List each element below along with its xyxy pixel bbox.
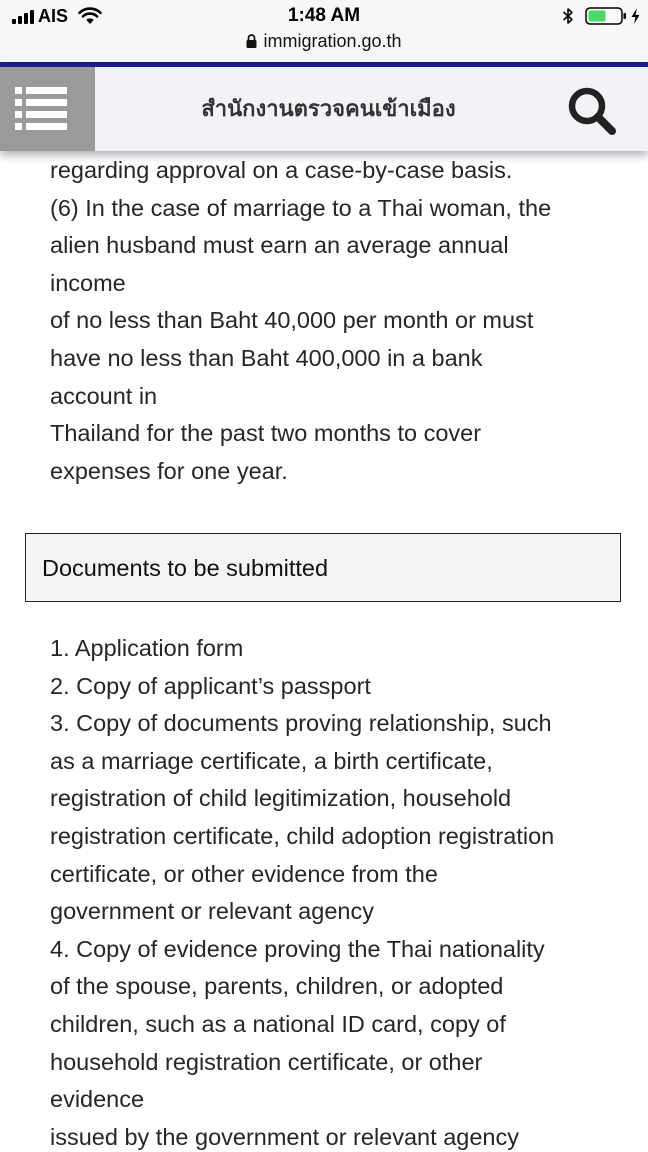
text-line: of no less than Baht 40,000 per month or must: [50, 307, 534, 334]
text-line: expenses for one year.: [50, 457, 288, 484]
hamburger-menu-icon: [15, 87, 67, 131]
list-line: certificate, or other evidence from the: [50, 860, 438, 887]
documents-section-header: [25, 533, 621, 602]
url-bar[interactable]: [0, 31, 648, 52]
menu-button[interactable]: [0, 67, 95, 151]
clock: 1:48 AM: [287, 5, 361, 26]
list-line: 4. Copy of evidence proving the Thai nationality: [50, 935, 545, 962]
text-line: regarding approval on a case-by-case basis.: [50, 157, 513, 183]
text-line: account in: [50, 382, 158, 409]
site-title[interactable]: สำนักงานตรวจคนเข้าเมือง: [201, 96, 456, 121]
search-icon[interactable]: [562, 81, 622, 141]
lock-icon: [246, 34, 257, 48]
list-line: household registration certificate, or other: [50, 1048, 483, 1075]
list-line: 1. Application form: [50, 635, 244, 661]
carrier-name: AIS: [38, 6, 69, 26]
list-line: registration of child legitimization, household: [50, 785, 512, 812]
documents-list: [50, 630, 630, 1152]
list-line: of the spouse, parents, children, or adopted: [50, 973, 504, 1000]
list-line: 2. Copy of applicant’s passport: [50, 672, 371, 699]
section-title: Documents to be submitted: [42, 555, 329, 581]
article-text-top: [50, 152, 610, 490]
site-header: [0, 67, 648, 151]
text-line: income: [50, 269, 126, 296]
list-line: evidence: [50, 1086, 145, 1113]
list-line: 3. Copy of documents proving relationship, such: [50, 710, 552, 737]
text-line: (6) In the case of marriage to a Thai woman, the: [50, 194, 552, 221]
url-text: immigration.go.th: [263, 31, 402, 51]
list-line: children, such as a national ID card, copy of: [50, 1010, 506, 1037]
text-line: Thailand for the past two months to cover: [50, 420, 482, 447]
list-line: issued by the government or relevant agency: [50, 1123, 519, 1150]
list-line: government or relevant agency: [50, 898, 374, 925]
list-line: as a marriage certificate, a birth certificate,: [50, 747, 493, 774]
status-bar: [0, 0, 648, 62]
text-line: have no less than Baht 400,000 in a bank: [50, 344, 483, 371]
battery-icon: [585, 7, 627, 25]
text-line: alien husband must earn an average annual: [50, 232, 509, 259]
charging-bolt-icon: [630, 7, 641, 25]
bluetooth-icon: [562, 7, 574, 25]
list-line: registration certificate, child adoption registration: [50, 822, 555, 849]
